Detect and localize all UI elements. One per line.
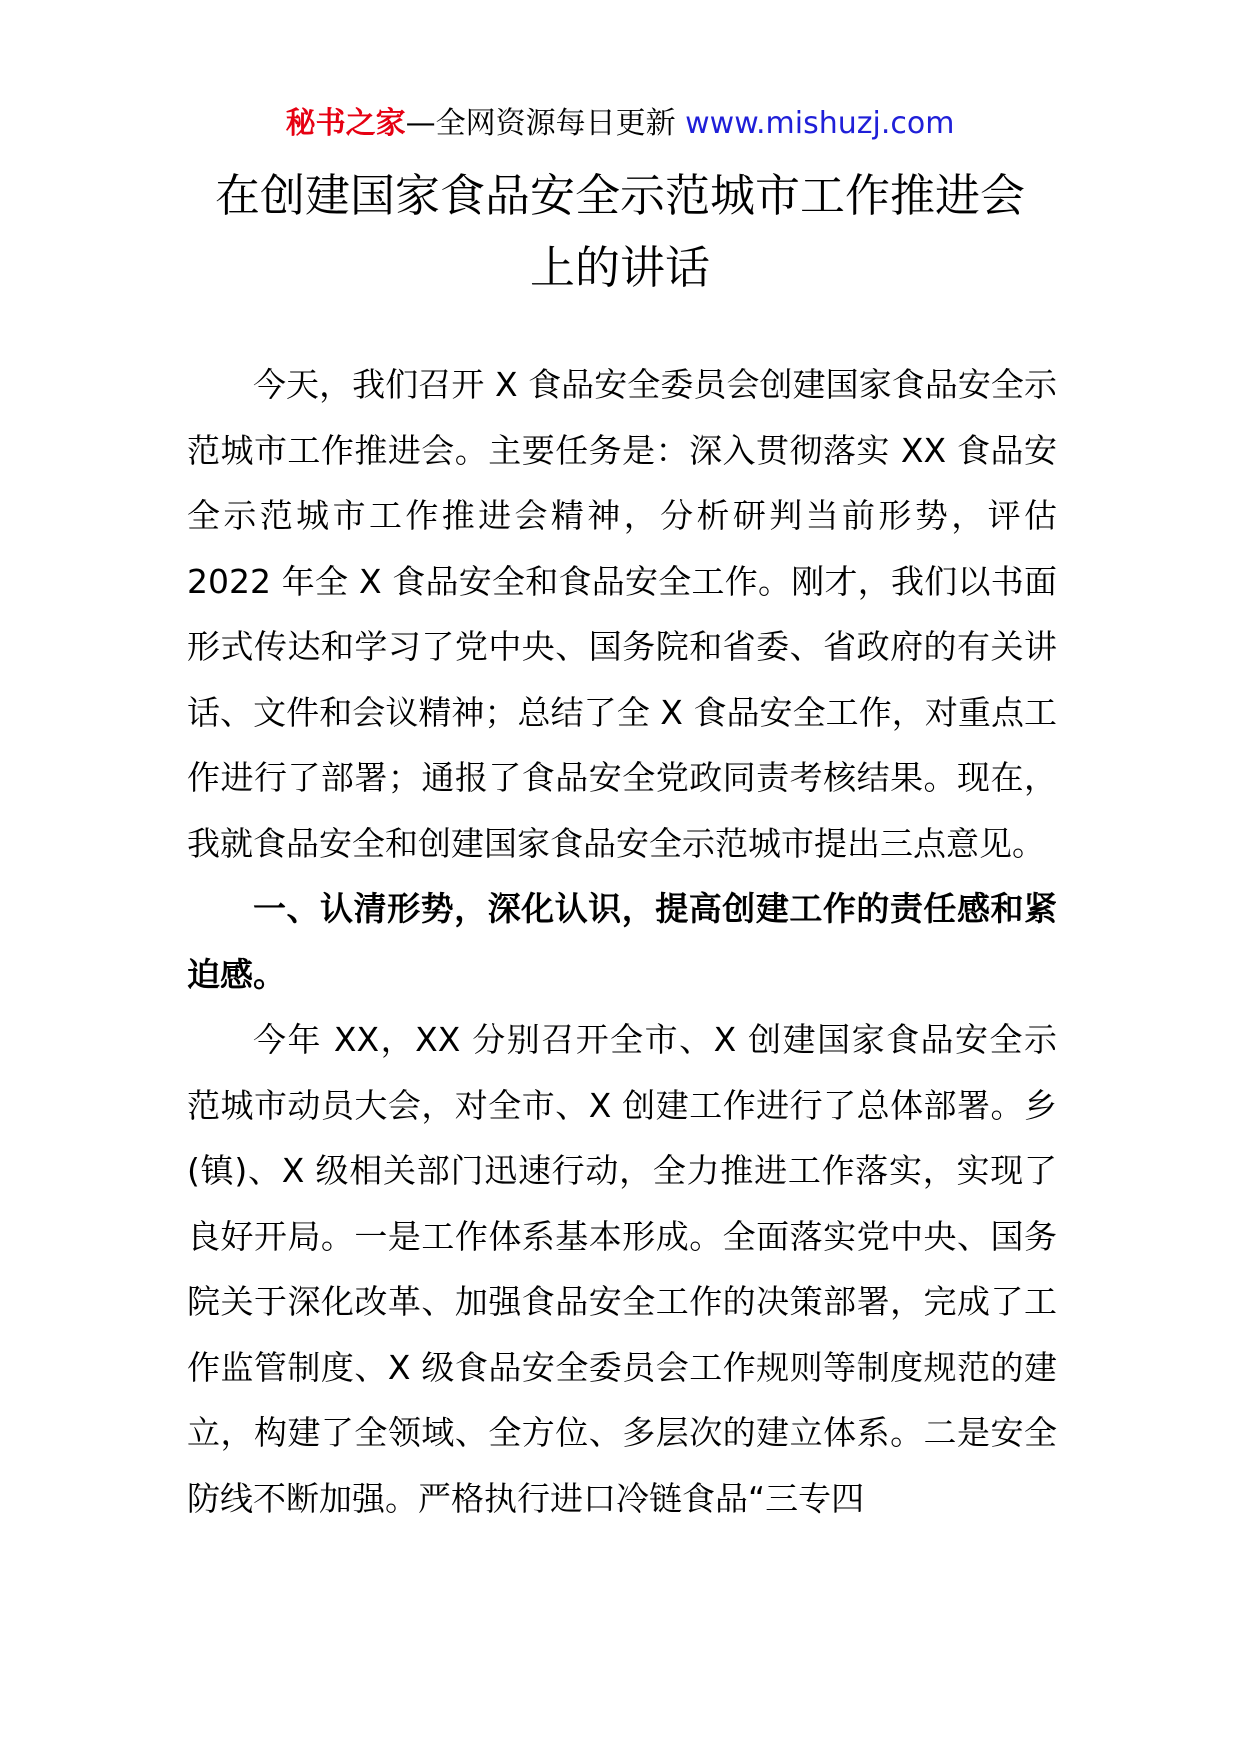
- site-brand-name: 秘书之家: [285, 106, 406, 141]
- site-slogan: —全网资源每日更新: [405, 106, 676, 141]
- paragraph-intro: 今天，我们召开 X 食品安全委员会创建国家食品安全示范城市工作推进会。主要任务是：深入贯彻落实 XX 食品安全示范城市工作推进会精神，分析研判当前形势，评估 2022 年全 X 食品安全和食品安全工作。刚才，我们以书面形式传达和学习了党中央、国务院和省委、省政府的有关讲话、文件和会议精神；总结了全 X 食品安全工作，对重点工作进行了部署；通报了食品安全党政同责考核结果。现在，我就食品安全和创建国家食品安全示范城市提出三点意见。: [187, 365, 1057, 863]
- paragraph-section-1: 今年 XX，XX 分别召开全市、X 创建国家食品安全示范城市动员大会，对全市、X 创建工作进行了总体部署。乡(镇)、X 级相关部门迅速行动，全力推进工作落实，实现了良好开局。一是工作体系基本形成。全面落实党中央、国务院关于深化改革、加强食品安全工作的决策部署，完成了工作监管制度、X 级食品安全委员会工作规则等制度规范的建立，构建了全领域、全方位、多层次的建立体系。二是安全防线不断加强。严格执行进口冷链食品“三专四: [187, 1020, 1057, 1518]
- document-body: [187, 352, 1057, 1531]
- section-heading-1: 一、认清形势，深化认识，提高创建工作的责任感和紧迫感。: [187, 889, 1057, 994]
- document-title: [120, 160, 1120, 304]
- site-banner: [0, 104, 1240, 144]
- document-title-line-1: 在创建国家食品安全示范城市工作推进会: [214, 169, 1025, 222]
- document-title-line-2: 上的讲话: [529, 241, 710, 294]
- site-url-link[interactable]: www.mishuzj.com: [685, 106, 955, 141]
